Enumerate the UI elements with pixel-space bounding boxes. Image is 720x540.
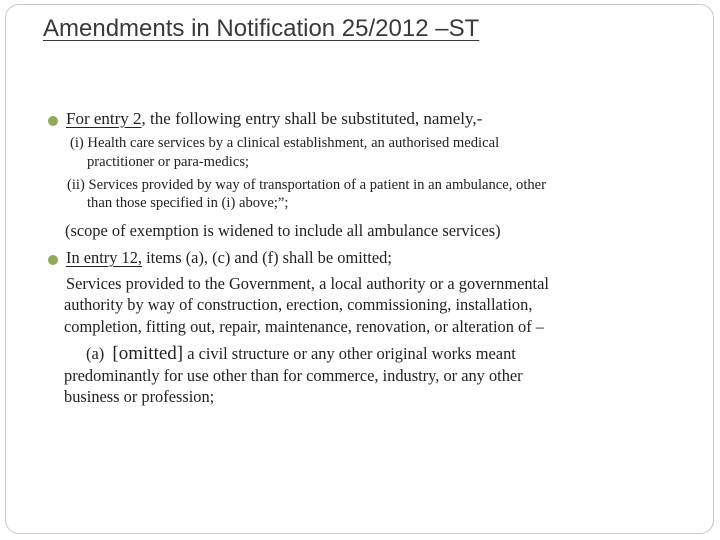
bullet-marker (48, 255, 58, 265)
sub-item-ii-line1: (ii) Services provided by way of transportation of a patient in an ambulance, other (67, 177, 547, 193)
bullet-entry-2 (66, 109, 482, 129)
bullet-entry-12 (66, 248, 392, 268)
sub-item-i-line2: practitioner or para-medics; (87, 154, 250, 170)
item-a-line2: predominantly for use other than for commerce, industry, or any other (64, 366, 523, 385)
item-a-line1 (86, 343, 516, 365)
scope-note: (scope of exemption is widened to include all ambulance services) (65, 221, 501, 240)
entry-12-link-text: In entry 12, (66, 248, 143, 267)
sub-item-ii-line2: than those specified in (i) above;”; (87, 195, 289, 211)
slide-frame (5, 4, 714, 534)
omitted-marker: [omitted] (112, 343, 184, 364)
item-a-line3: business or profession; (64, 387, 215, 406)
bullet-marker (48, 116, 58, 126)
slide-title: Amendments in Notification 25/2012 –ST (43, 15, 480, 42)
paragraph-line1: Services provided to the Government, a local authority or a governmental (66, 274, 549, 293)
entry-2-link-text: For entry 2 (66, 109, 142, 128)
item-a-prefix: (a) (86, 344, 105, 363)
entry-12-text: items (a), (c) and (f) shall be omitted; (142, 248, 392, 267)
entry-2-text: , the following entry shall be substituted, namely,- (141, 109, 483, 128)
paragraph-line2: authority by way of construction, erection, commissioning, installation, (64, 295, 533, 314)
item-a-rest: a civil structure or any other original works meant (183, 344, 516, 363)
sub-item-i-line1: (i) Health care services by a clinical establishment, an authorised medical (70, 135, 500, 151)
paragraph-line3: completion, fitting out, repair, maintenance, renovation, or alteration of – (64, 317, 544, 336)
